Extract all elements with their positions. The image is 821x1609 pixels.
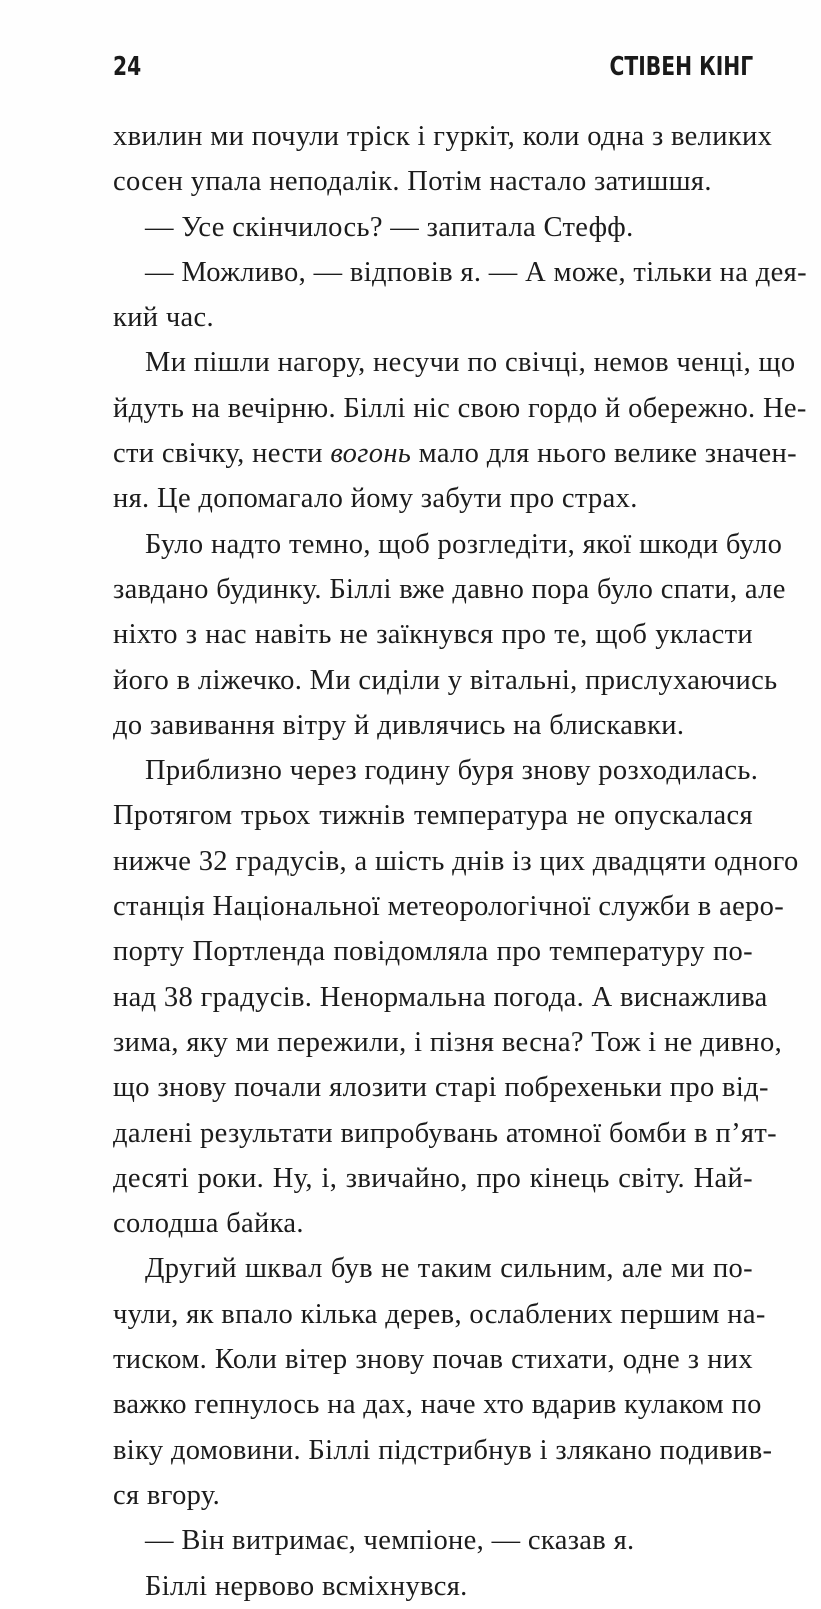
text-line: Приблизно через годину буря знову розходилась. — [145, 755, 759, 787]
text-line: ніхто з нас навіть не заїкнувся про те, щоб укласти — [113, 619, 753, 651]
text-line: завдано будинку. Біллі вже давно пора було спати, але — [113, 573, 786, 605]
text-line: солодша байка. — [113, 1208, 304, 1240]
paragraph — [113, 748, 799, 1246]
text-line: — Усе скінчилось? — запитала Стефф. — [145, 211, 634, 243]
text-line: — Можливо, — відповів я. — А може, тільки на дея- — [145, 256, 807, 288]
text-line: йдуть на вечірню. Біллі ніс свою гордо й обережно. Не- — [113, 392, 807, 424]
text-line: Біллі нервово всміхнувся. — [145, 1570, 468, 1602]
text-line: важко гепнулось на дах, наче хто вдарив кулаком по — [113, 1389, 762, 1421]
text-line: його в ліжечко. Ми сиділи у вітальні, прислухаючись — [113, 664, 778, 696]
text-segment: мало для нього велике значен- — [411, 438, 797, 470]
text-line: кий час. — [113, 302, 215, 334]
paragraph — [113, 1518, 753, 1563]
text-line: ня. Це допомагало йому забути про страх. — [113, 483, 638, 515]
paragraph — [113, 250, 807, 341]
text-line: тиском. Коли вітер знову почав стихати, одне з них — [113, 1344, 753, 1376]
paragraph — [113, 1246, 773, 1518]
text-line: — Він витримає, чемпіоне, — сказав я. — [145, 1525, 635, 1557]
text-line: що знову почали ялозити старі побрехеньки про від- — [113, 1072, 769, 1104]
paragraph — [113, 205, 753, 250]
body-text — [113, 114, 807, 1609]
text-line: зима, яку ми пережили, і пізня весна? Тож і не дивно, — [113, 1026, 783, 1058]
text-line: Ми пішли нагору, несучи по свічці, немов ченці, що — [145, 347, 796, 379]
text-line: далені результати випробувань атомної бомби в п’ят- — [113, 1117, 778, 1149]
text-line: Протягом трьох тижнів температура не опускалася — [113, 800, 753, 832]
text-line: сосен упала неподалік. Потім настало затишшя. — [113, 166, 712, 198]
running-head-author: СТІВЕН КІНГ — [609, 52, 753, 82]
text-line: над 38 градусів. Ненормальна погода. А виснажлива — [113, 981, 768, 1013]
text-line: чули, як впало кілька дерев, ослаблених першим на- — [113, 1298, 766, 1330]
paragraph — [113, 340, 807, 521]
text-line: до завивання вітру й дивлячись на блискавки. — [113, 709, 685, 741]
text-line: станція Національної метеорологічної служби в аеро- — [113, 891, 785, 923]
paragraph — [113, 114, 773, 205]
page-number: 24 — [113, 52, 142, 82]
italic-word: вогонь — [330, 438, 412, 470]
paragraph — [113, 1564, 753, 1609]
text-line: ся вгору. — [113, 1479, 221, 1511]
text-line: Було надто темно, щоб розгледіти, якої шкоди було — [145, 528, 783, 560]
text-line: нижче 32 градусів, а шість днів із цих двадцяти одного — [113, 845, 799, 877]
text-segment: сти свічку, нести — [113, 438, 331, 470]
text-line — [113, 431, 797, 476]
text-line: віку домовини. Біллі підстрибнув і злякано подивив- — [113, 1434, 773, 1466]
text-line: Другий шквал був не таким сильним, але ми по- — [145, 1253, 753, 1285]
text-line: хвилин ми почули тріск і гуркіт, коли одна з великих — [113, 121, 773, 152]
text-line: порту Портленда повідомляла про температуру по- — [113, 936, 753, 968]
text-line: десяті роки. Ну, і, звичайно, про кінець світу. Най- — [113, 1162, 753, 1194]
paragraph — [113, 522, 786, 748]
